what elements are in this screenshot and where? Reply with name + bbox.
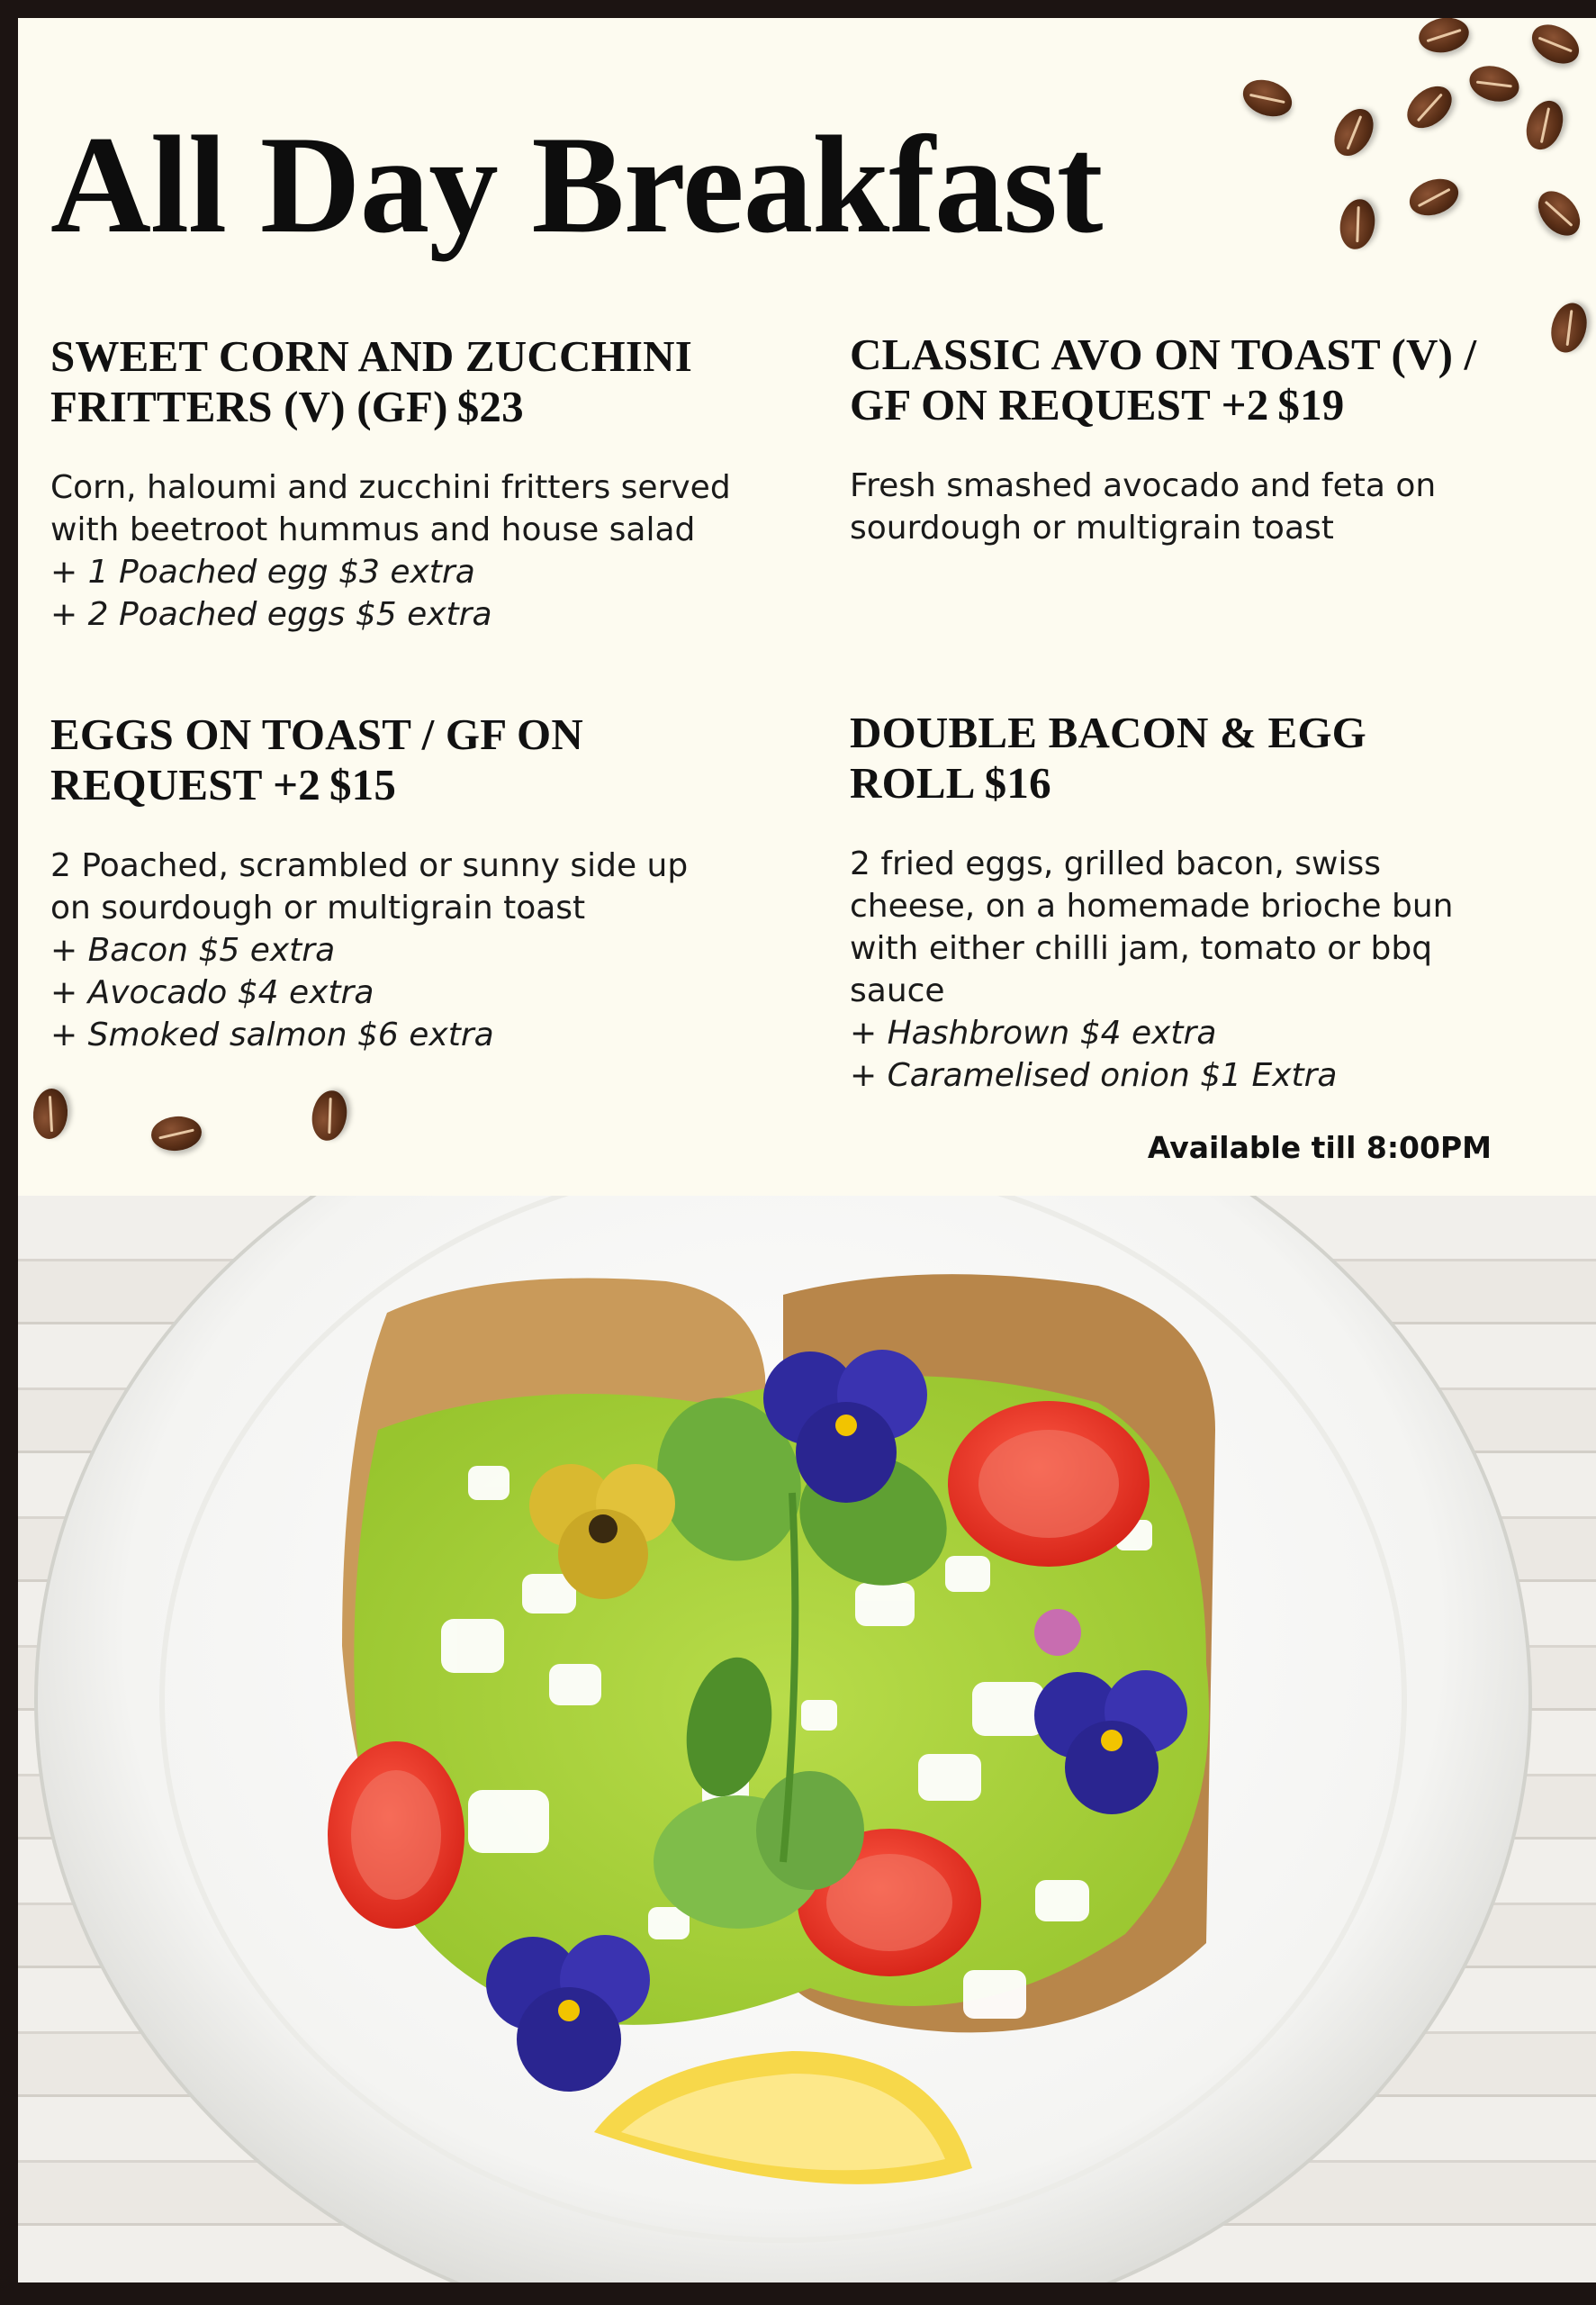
availability-note: Available till 8:00PM (1147, 1130, 1492, 1165)
item-heading (850, 708, 1498, 809)
item-price: $19 (1277, 380, 1345, 429)
coffee-bean-icon (308, 1088, 350, 1143)
item-extra: + Bacon $5 extra (50, 932, 336, 969)
coffee-bean-icon (1336, 196, 1378, 252)
item-extra: + Avocado $4 extra (50, 974, 374, 1011)
menu-panel (18, 18, 1596, 1196)
item-heading (50, 710, 699, 810)
item-price: $16 (984, 758, 1051, 808)
item-name: CLASSIC AVO ON TOAST (V) / GF ON REQUEST +2 (850, 330, 1477, 429)
menu-item-fritters (50, 331, 735, 636)
item-extra: + Hashbrown $4 extra (850, 1015, 1217, 1052)
item-extra: + 2 Poached eggs $5 extra (50, 596, 492, 633)
coffee-bean-icon (1525, 18, 1585, 71)
item-extra: + 1 Poached egg $3 extra (50, 554, 475, 591)
item-extra: + Caramelised onion $1 Extra (850, 1057, 1338, 1094)
avocado-toast-illustration (18, 1196, 1596, 2282)
item-heading (50, 331, 735, 432)
item-name: EGGS ON TOAST / GF ON REQUEST +2 (50, 710, 583, 809)
item-extras (50, 551, 735, 636)
coffee-bean-icon (1546, 299, 1591, 357)
coffee-bean-icon (1520, 95, 1570, 155)
item-name: DOUBLE BACON & EGG ROLL (850, 708, 1366, 808)
coffee-bean-icon (1327, 102, 1382, 162)
item-price: $23 (456, 382, 524, 431)
menu-title: All Day Breakfast (50, 107, 1103, 262)
coffee-bean-icon (1465, 60, 1523, 106)
item-description: 2 fried eggs, grilled bacon, swiss cheese, on a homemade brioche bun with either chilli jam, tomato or bbq sauce (850, 845, 1454, 1009)
item-description: Fresh smashed avocado and feta on sourdough or multigrain toast (850, 467, 1437, 547)
menu-item-eggs-toast (50, 710, 699, 1056)
menu-item-bacon-egg-roll (850, 708, 1498, 1097)
menu-card (18, 18, 1596, 2282)
item-extra: + Smoked salmon $6 extra (50, 1017, 494, 1053)
coffee-bean-icon (149, 1115, 203, 1153)
item-extras (50, 929, 699, 1056)
coffee-bean-icon (32, 1087, 70, 1140)
item-extras (850, 1012, 1498, 1097)
item-description: Corn, haloumi and zucchini fritters served with beetroot hummus and house salad (50, 469, 731, 548)
menu-item-avo-toast (850, 330, 1534, 549)
item-price: $15 (329, 760, 397, 809)
item-heading (850, 330, 1534, 430)
food-photo (18, 1196, 1596, 2282)
coffee-bean-icon (1238, 74, 1297, 123)
coffee-bean-icon (1529, 183, 1588, 243)
coffee-bean-icon (1404, 173, 1464, 222)
coffee-bean-icon (1399, 77, 1459, 136)
item-description: 2 Poached, scrambled or sunny side up on sourdough or multigrain toast (50, 847, 689, 927)
coffee-bean-icon (1416, 18, 1472, 57)
item-name: SWEET CORN AND ZUCCHINI FRITTERS (V) (GF) (50, 331, 692, 431)
